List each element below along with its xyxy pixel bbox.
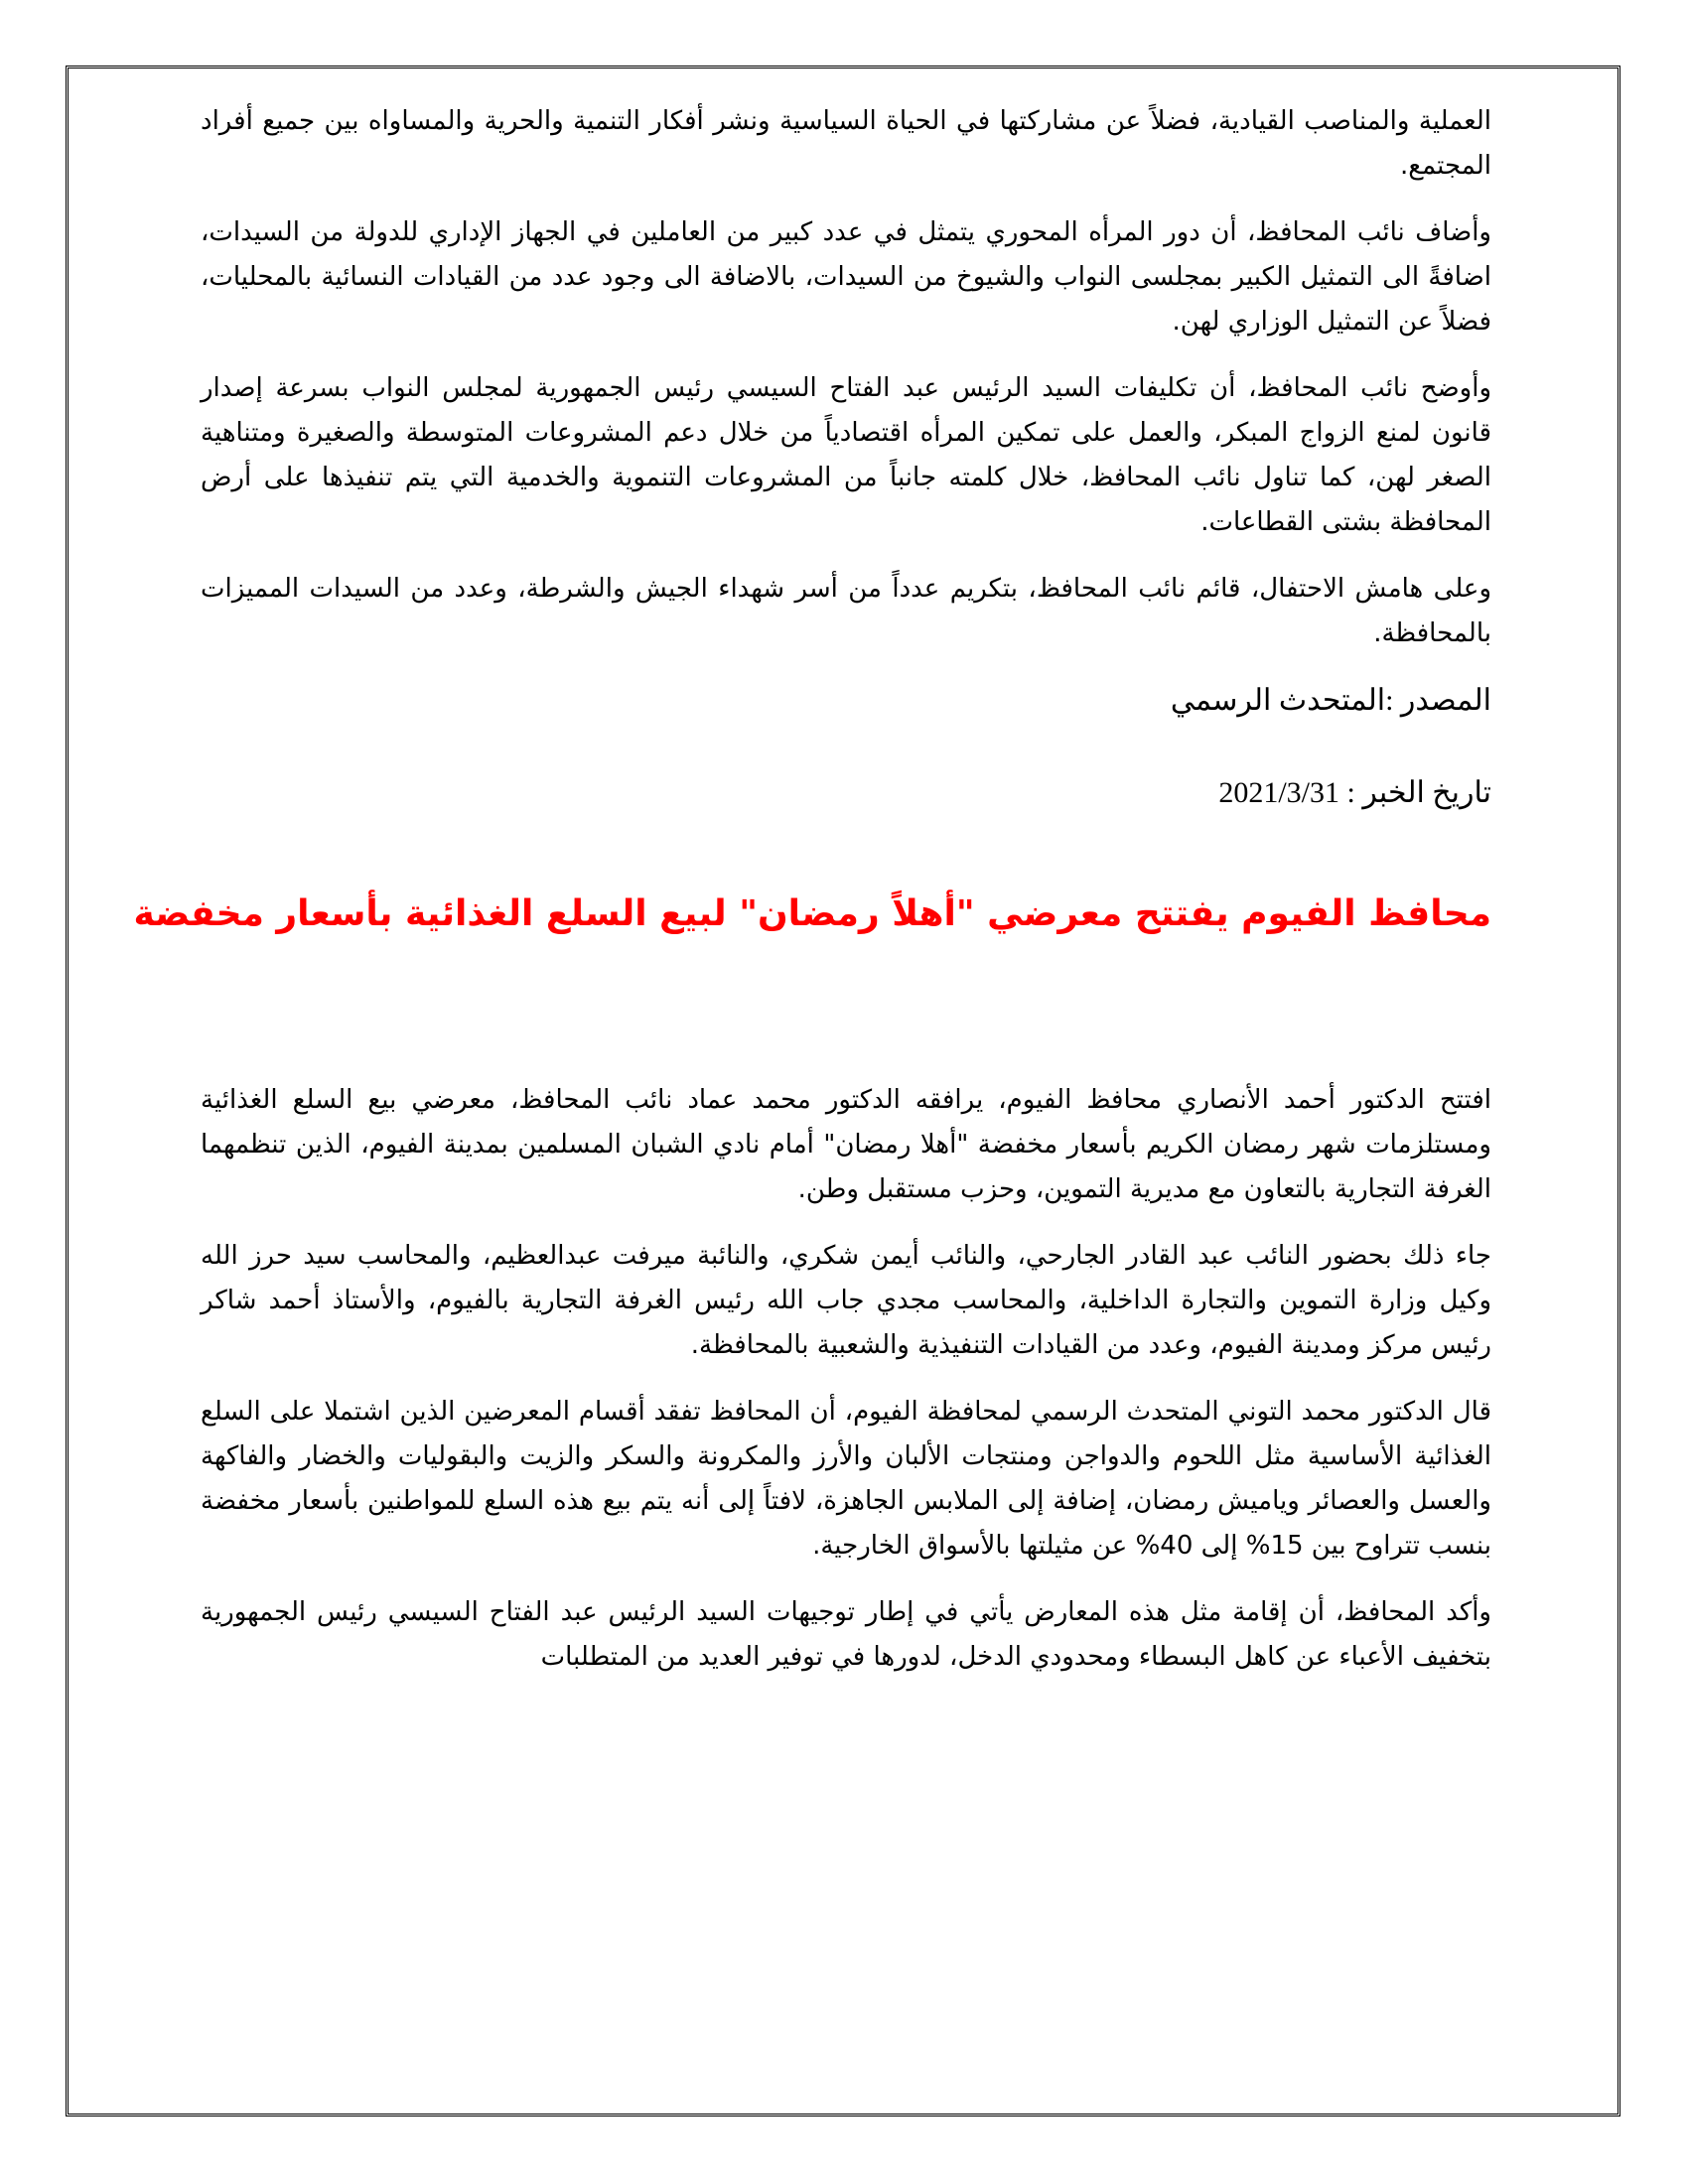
news-date: تاريخ الخبر : 2021/3/31 xyxy=(1218,776,1491,809)
paragraph: افتتح الدكتور أحمد الأنصاري محافظ الفيوم، يرافقه الدكتور محمد عماد نائب المحافظ، معرضي بيع السلع الغذائية ومستلزمات شهر رمضان الكريم بأسعار مخفضة "أهلا رمضان" أمام نادي الشبان المسلمين بمدينة الفيوم، الذين تنظمهما الغرفة التجارية بالتعاون مع مديرية التموين، وحزب مستقبل وطن. xyxy=(201,1085,1491,1204)
article-headline: محافظ الفيوم يفتتح معرضي "أهلاً رمضان" لبيع السلع الغذائية بأسعار مخفضة xyxy=(133,893,1491,934)
paragraph: وأوضح نائب المحافظ، أن تكليفات السيد الرئيس عبد الفتاح السيسي رئيس الجمهورية لمجلس النواب بسرعة إصدار قانون لمنع الزواج المبكر، والعمل على تمكين المرأه اقتصادياً من خلال دعم المشروعات المتوسطة والصغيرة ومتناهية الصغر لهن، كما تناول نائب المحافظ، خلال كلمته جانباً من المشروعات التنموية والخدمية التي يتم تنفيذها على أرض المحافظة بشتى القطاعات. xyxy=(201,373,1491,537)
document-body xyxy=(133,99,1491,1702)
paragraph: جاء ذلك بحضور النائب عبد القادر الجارحي، والنائب أيمن شكري، والنائبة ميرفت عبدالعظيم، والمحاسب سيد حرز الله وكيل وزارة التموين والتجارة الداخلية، والمحاسب مجدي جاب الله رئيس الغرفة التجارية بالفيوم، والأستاذ أحمد شاكر رئيس مركز ومدينة الفيوم، وعدد من القيادات التنفيذية والشعبية بالمحافظة. xyxy=(201,1241,1491,1360)
news-source: المصدر :المتحدث الرسمي xyxy=(1170,684,1491,717)
paragraph: وعلى هامش الاحتفال، قائم نائب المحافظ، بتكريم عدداً من أسر شهداء الجيش والشرطة، وعدد من السيدات المميزات بالمحافظة. xyxy=(201,574,1491,648)
paragraph: العملية والمناصب القيادية، فضلاً عن مشاركتها في الحياة السياسية ونشر أفكار التنمية والحرية والمساواه بين جميع أفراد المجتمع. xyxy=(201,106,1491,181)
paragraph: قال الدكتور محمد التوني المتحدث الرسمي لمحافظة الفيوم، أن المحافظ تفقد أقسام المعرضين الذين اشتملا على السلع الغذائية الأساسية مثل اللحوم والدواجن ومنتجات الألبان والأرز والمكرونة والسكر والزيت والبقوليات والخضار والفاكهة والعسل والعصائر وياميش رمضان، إضافة إلى الملابس الجاهزة، لافتاً إلى أنه يتم بيع هذه السلع للمواطنين بأسعار مخفضة بنسب تتراوح بين 15% إلى 40% عن مثيلتها بالأسواق الخارجية. xyxy=(201,1397,1491,1561)
paragraph: وأضاف نائب المحافظ، أن دور المرأه المحوري يتمثل في عدد كبير من العاملين في الجهاز الإداري للدولة من السيدات، اضافةً الى التمثيل الكبير بمجلسى النواب والشيوخ من السيدات، بالاضافة الى وجود عدد من القيادات النسائية بالمحليات، فضلاً عن التمثيل الوزاري لهن. xyxy=(201,217,1491,337)
paragraph: وأكد المحافظ، أن إقامة مثل هذه المعارض يأتي في إطار توجيهات السيد الرئيس عبد الفتاح السيسي رئيس الجمهورية بتخفيف الأعباء عن كاهل البسطاء ومحدودي الدخل، لدورها في توفير العديد من المتطلبات xyxy=(201,1597,1491,1672)
